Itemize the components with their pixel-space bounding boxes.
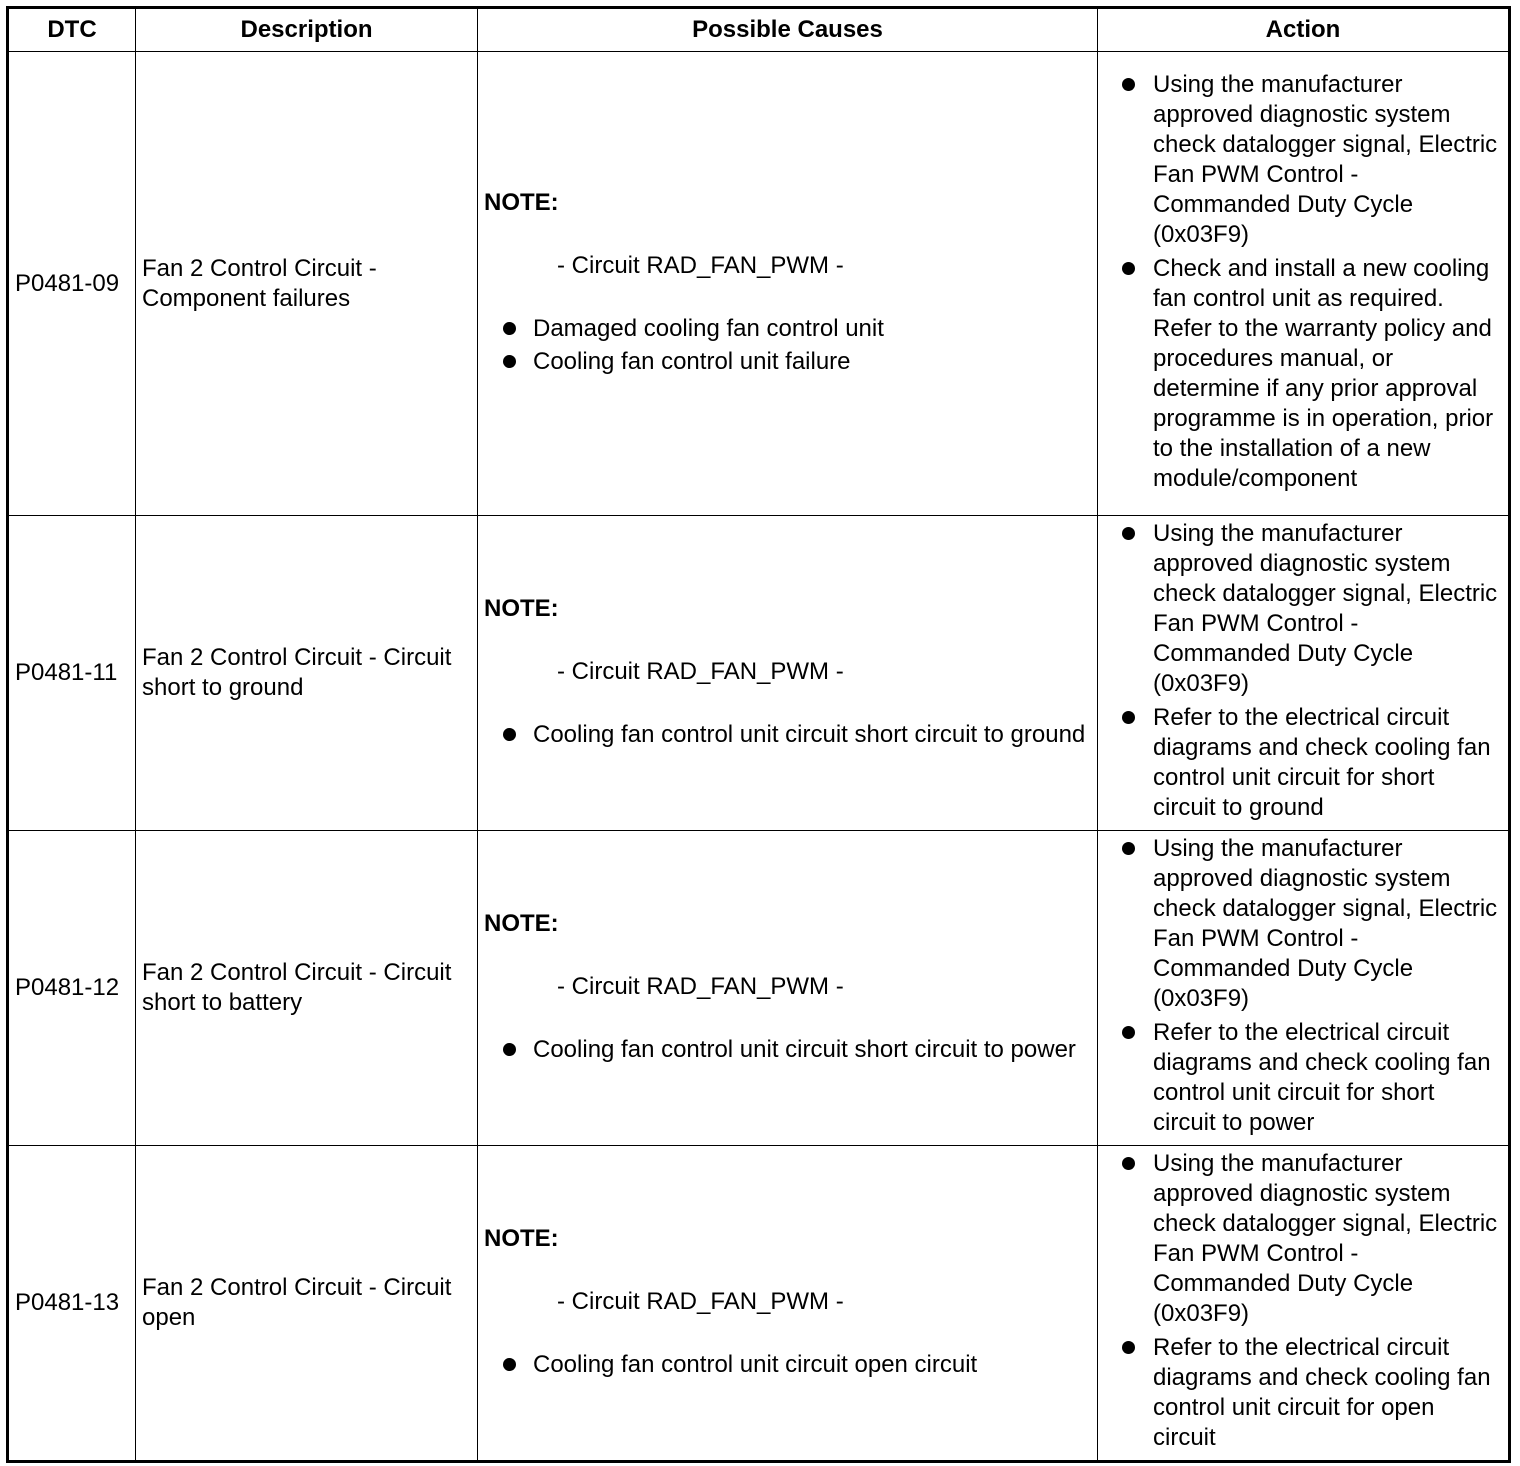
header-possible-causes: Possible Causes bbox=[478, 8, 1098, 52]
action-text: Using the manufacturer approved diagnostic system check datalogger signal, Electric Fan PWM Control - Commanded Duty Cycle (0x03F9) bbox=[1153, 1150, 1498, 1327]
note-label: NOTE: bbox=[484, 594, 559, 622]
list-item bbox=[484, 720, 1091, 750]
note-circuit: - Circuit RAD_FAN_PWM - bbox=[557, 251, 844, 279]
action-list bbox=[1104, 834, 1502, 1138]
cause-text: Damaged cooling fan control unit bbox=[533, 314, 884, 342]
list-item bbox=[1104, 1149, 1502, 1329]
action-text: Refer to the electrical circuit diagrams and check cooling fan control unit circuit for open circuit bbox=[1153, 1334, 1491, 1451]
bullet-icon bbox=[503, 355, 516, 368]
action-cell bbox=[1098, 1146, 1510, 1462]
cause-text: Cooling fan control unit circuit short circuit to power bbox=[533, 1035, 1076, 1063]
note-label: NOTE: bbox=[484, 909, 559, 937]
note-label: NOTE: bbox=[484, 188, 559, 216]
possible-causes-cell bbox=[478, 1146, 1098, 1462]
bullet-icon bbox=[1122, 842, 1135, 855]
dtc-code: P0481-13 bbox=[8, 1146, 136, 1462]
list-item bbox=[484, 347, 1091, 377]
possible-causes-cell bbox=[478, 831, 1098, 1146]
action-list bbox=[1104, 70, 1502, 494]
bullet-icon bbox=[1122, 711, 1135, 724]
list-item bbox=[1104, 70, 1502, 250]
bullet-icon bbox=[1122, 78, 1135, 91]
causes-list bbox=[484, 314, 1091, 377]
cause-text: Cooling fan control unit circuit short circuit to ground bbox=[533, 720, 1086, 748]
note-label: NOTE: bbox=[484, 1224, 559, 1252]
action-list bbox=[1104, 519, 1502, 823]
header-action: Action bbox=[1098, 8, 1510, 52]
action-cell bbox=[1098, 831, 1510, 1146]
list-item bbox=[484, 1350, 1091, 1380]
dtc-code: P0481-09 bbox=[8, 52, 136, 516]
header-description: Description bbox=[136, 8, 478, 52]
note-circuit: - Circuit RAD_FAN_PWM - bbox=[557, 972, 844, 1000]
bullet-icon bbox=[503, 1358, 516, 1371]
header-row bbox=[8, 8, 1510, 52]
list-item bbox=[484, 314, 1091, 344]
action-text: Using the manufacturer approved diagnostic system check datalogger signal, Electric Fan PWM Control - Commanded Duty Cycle (0x03F9) bbox=[1153, 520, 1498, 697]
list-item bbox=[484, 1035, 1091, 1065]
cause-text: Cooling fan control unit failure bbox=[533, 347, 851, 375]
dtc-code: P0481-11 bbox=[8, 516, 136, 831]
causes-list bbox=[484, 720, 1091, 750]
action-text: Check and install a new cooling fan control unit as required. Refer to the warranty policy and procedures manual, or determine if any prior approval programme is in operation, prior to the installation of a new module/component bbox=[1153, 254, 1494, 492]
list-item bbox=[1104, 1018, 1502, 1138]
list-item bbox=[1104, 1333, 1502, 1453]
bullet-icon bbox=[1122, 1157, 1135, 1170]
action-cell bbox=[1098, 52, 1510, 516]
possible-causes-cell bbox=[478, 52, 1098, 516]
action-text: Refer to the electrical circuit diagrams and check cooling fan control unit circuit for short circuit to power bbox=[1153, 1019, 1491, 1136]
note-circuit: - Circuit RAD_FAN_PWM - bbox=[557, 1287, 844, 1315]
list-item bbox=[1104, 834, 1502, 1014]
note-circuit: - Circuit RAD_FAN_PWM - bbox=[557, 657, 844, 685]
table-row bbox=[8, 1146, 1510, 1462]
bullet-icon bbox=[1122, 527, 1135, 540]
action-text: Using the manufacturer approved diagnostic system check datalogger signal, Electric Fan PWM Control - Commanded Duty Cycle (0x03F9) bbox=[1153, 835, 1498, 1012]
dtc-description: Fan 2 Control Circuit - Component failures bbox=[136, 52, 478, 516]
causes-list bbox=[484, 1035, 1091, 1065]
dtc-description: Fan 2 Control Circuit - Circuit short to battery bbox=[136, 831, 478, 1146]
bullet-icon bbox=[503, 728, 516, 741]
action-text: Using the manufacturer approved diagnostic system check datalogger signal, Electric Fan PWM Control - Commanded Duty Cycle (0x03F9) bbox=[1153, 70, 1498, 248]
header-dtc: DTC bbox=[8, 8, 136, 52]
bullet-icon bbox=[1122, 1341, 1135, 1354]
action-list bbox=[1104, 1149, 1502, 1453]
causes-list bbox=[484, 1350, 1091, 1380]
list-item bbox=[1104, 254, 1502, 494]
table-row bbox=[8, 52, 1510, 516]
bullet-icon bbox=[503, 1043, 516, 1056]
cause-text: Cooling fan control unit circuit open circuit bbox=[533, 1350, 978, 1378]
table-row bbox=[8, 516, 1510, 831]
bullet-icon bbox=[1122, 262, 1135, 275]
table-row bbox=[8, 831, 1510, 1146]
dtc-description: Fan 2 Control Circuit - Circuit short to ground bbox=[136, 516, 478, 831]
dtc-description: Fan 2 Control Circuit - Circuit open bbox=[136, 1146, 478, 1462]
list-item bbox=[1104, 519, 1502, 699]
dtc-table bbox=[6, 6, 1511, 1463]
bullet-icon bbox=[1122, 1026, 1135, 1039]
dtc-code: P0481-12 bbox=[8, 831, 136, 1146]
bullet-icon bbox=[503, 322, 516, 335]
action-text: Refer to the electrical circuit diagrams and check cooling fan control unit circuit for short circuit to ground bbox=[1153, 704, 1491, 821]
list-item bbox=[1104, 703, 1502, 823]
action-cell bbox=[1098, 516, 1510, 831]
possible-causes-cell bbox=[478, 516, 1098, 831]
